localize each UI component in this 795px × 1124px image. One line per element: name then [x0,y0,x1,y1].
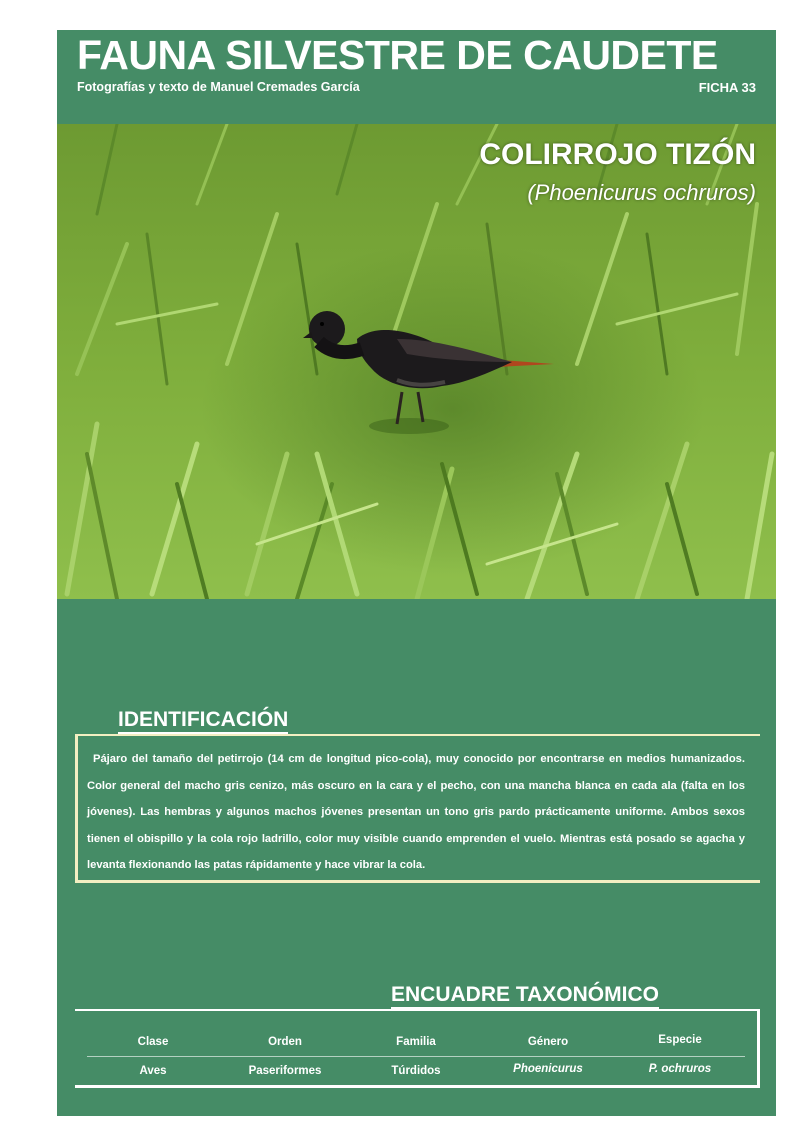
species-scientific-name: (Phoenicurus ochruros) [527,180,756,205]
taxonomy-header-familia: Familia [396,1036,436,1048]
taxonomy-header-clase: Clase [137,1036,169,1048]
photo-credit: Fotografías y texto de Manuel Cremades García [77,80,360,94]
fact-sheet [57,30,776,1116]
page-title: FAUNA SILVESTRE DE CAUDETE [77,32,718,78]
taxonomy-value-genero: Phoenicurus [513,1063,583,1075]
taxonomy-header-genero: Género [527,1036,569,1048]
taxonomy-header-orden: Orden [268,1036,302,1048]
taxonomy-value-especie: P. ochruros [648,1063,712,1075]
taxonomy-value-orden: Paseriformes [248,1065,322,1077]
taxonomy-value-familia: Túrdidos [391,1065,441,1077]
sheet-number: FICHA 33 [698,80,756,95]
taxonomy-divider [87,1056,745,1057]
taxonomy-heading: ENCUADRE TAXONÓMICO [391,983,659,1009]
identification-heading: IDENTIFICACIÓN [118,708,288,734]
identification-text: Pájaro del tamaño del petirrojo (14 cm de longitud pico-cola), muy conocido por encontrarse en medios humanizados. Color general del macho gris cenizo, más oscuro en la cara y el pecho, con una mancha blanca en cada ala (falta en los jóvenes). Las hembras y algunos machos jóvenes presentan un tono gris pardo prácticamente uniforme. Ambos sexos tienen el obispillo y la cola rojo ladrillo, color muy visible cuando emprenden el vuelo. Mientras está posado se agacha y levanta flexionando las patas rápidamente y hace vibrar la cola. [87,753,745,871]
taxonomy-value-clase: Aves [139,1065,167,1077]
species-common-name: COLIRROJO TIZÓN [479,138,756,171]
taxonomy-header-especie: Especie [658,1034,702,1046]
